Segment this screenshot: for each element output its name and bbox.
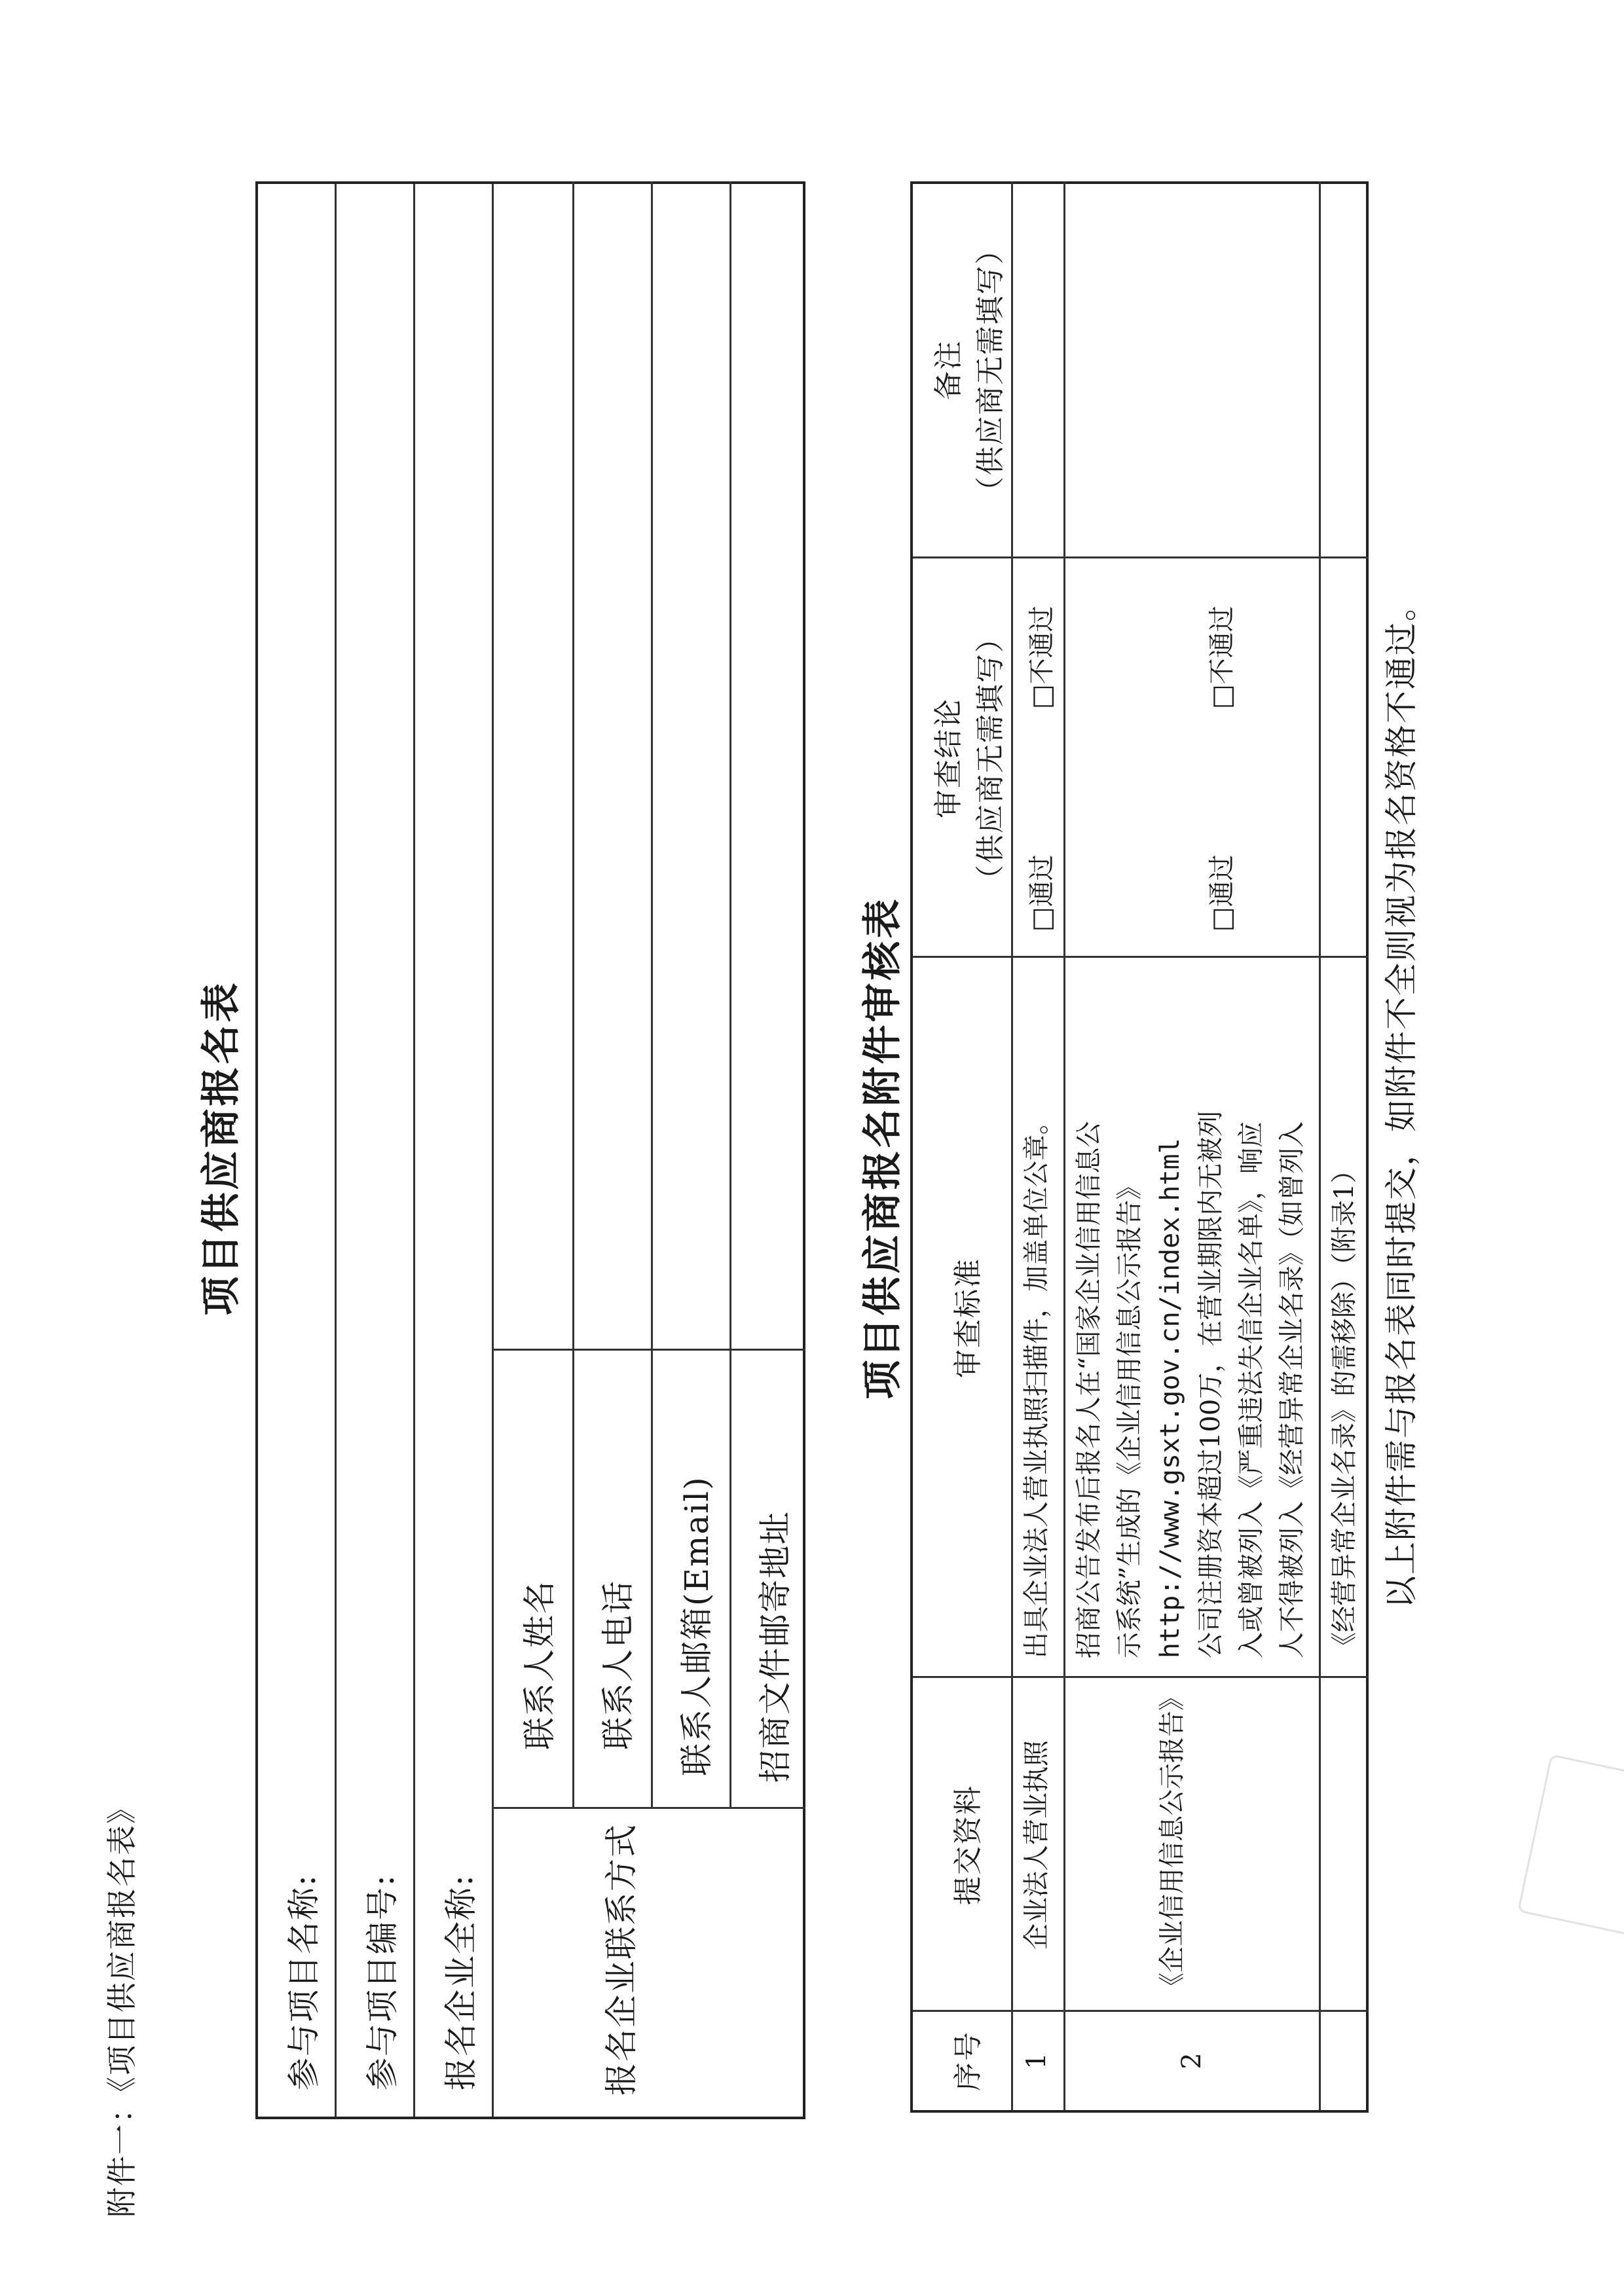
header-conclusion: 审查结论 bbox=[932, 698, 965, 818]
row2-standard-line: 招商公告发布后报名人在“国家企业信用信息公 bbox=[1074, 1121, 1104, 1658]
contact-line-1 bbox=[572, 181, 574, 1809]
row2-standard-line: 示系统”生成的《企业信用信息公示报告》 bbox=[1115, 1173, 1145, 1658]
header-conclusion-note: （供应商无需填写） bbox=[974, 623, 1007, 894]
row1-pass-checkbox[interactable]: □通过 bbox=[1027, 854, 1057, 932]
project-name-row bbox=[258, 184, 337, 2117]
registration-table bbox=[255, 181, 805, 2119]
row1-fail-checkbox[interactable]: □不通过 bbox=[1027, 606, 1057, 709]
header-remark: 备注 bbox=[932, 340, 965, 400]
row2-standard-line: 人不得被列入《经营异常企业名录》（如曾列入 bbox=[1277, 1121, 1307, 1658]
row-line-3 bbox=[1319, 181, 1321, 2110]
row2-pass-checkbox[interactable]: □通过 bbox=[1207, 854, 1237, 932]
review-title: 项目供应商报名附件审核表 bbox=[860, 896, 906, 1400]
review-table bbox=[910, 181, 1369, 2113]
contact-email-label: 联系人邮箱(Email) bbox=[678, 1476, 716, 1776]
review-footer-note: 以上附件需与报名表同时提交，如附件不全则视为报名资格不通过。 bbox=[1382, 587, 1420, 1609]
row2-standard-line: 《经营异常企业名录》的需移除）（附录1） bbox=[1329, 1157, 1359, 1658]
row2-standard bbox=[1069, 964, 1312, 1658]
row1-no: 1 bbox=[1022, 2052, 1052, 2069]
mailing-address-label: 招商文件邮寄地址 bbox=[756, 1510, 794, 1783]
contact-phone-label: 联系人电话 bbox=[599, 1580, 637, 1750]
row2-standard-link[interactable]: http://www.gsxt.gov.cn/index.html bbox=[1155, 1138, 1185, 1658]
row2-standard-line: 入或曾被列入《严重违法失信企业名单》，响应 bbox=[1236, 1121, 1266, 1658]
contact-value-divider bbox=[494, 1349, 805, 1351]
company-row bbox=[415, 184, 494, 2117]
contact-name-label: 联系人姓名 bbox=[521, 1580, 559, 1750]
contact-divider bbox=[494, 1807, 805, 1809]
project-no-row bbox=[337, 184, 415, 2117]
company-label: 报名企业全称: bbox=[442, 1874, 480, 2090]
faint-seal-stamp bbox=[1517, 1754, 1624, 1944]
contact-line-2 bbox=[651, 181, 653, 1809]
contact-line-3 bbox=[729, 181, 731, 1809]
row2-no: 2 bbox=[1177, 2052, 1207, 2069]
header-no: 序号 bbox=[951, 2031, 985, 2091]
row2-standard-line: 公司注册资本超过100万，在营业期限内无被列 bbox=[1196, 1110, 1226, 1658]
contact-group-label: 报名企业联系方式 bbox=[602, 1823, 640, 2096]
row2-fail-checkbox[interactable]: □不通过 bbox=[1207, 606, 1237, 709]
project-no-label: 参与项目编号: bbox=[363, 1874, 401, 2090]
row-line-1 bbox=[1011, 181, 1013, 2110]
row2-material: 《企业信用信息公示报告》 bbox=[1157, 1685, 1187, 1999]
project-name-label: 参与项目名称: bbox=[285, 1874, 323, 2090]
row1-standard: 出具企业法人营业执照扫描件，加盖单位公章。 bbox=[1022, 1108, 1052, 1658]
row1-material: 企业法人营业执照 bbox=[1022, 1740, 1052, 1950]
row-line-2 bbox=[1063, 181, 1065, 2110]
header-remark-note: （供应商无需填写） bbox=[974, 234, 1007, 505]
header-standard: 审查标准 bbox=[951, 1258, 985, 1378]
header-material: 提交资料 bbox=[951, 1785, 985, 1905]
annex-label: 附件一：《项目供应商报名表》 bbox=[104, 1793, 139, 2217]
form-title: 项目供应商报名表 bbox=[198, 980, 244, 1316]
